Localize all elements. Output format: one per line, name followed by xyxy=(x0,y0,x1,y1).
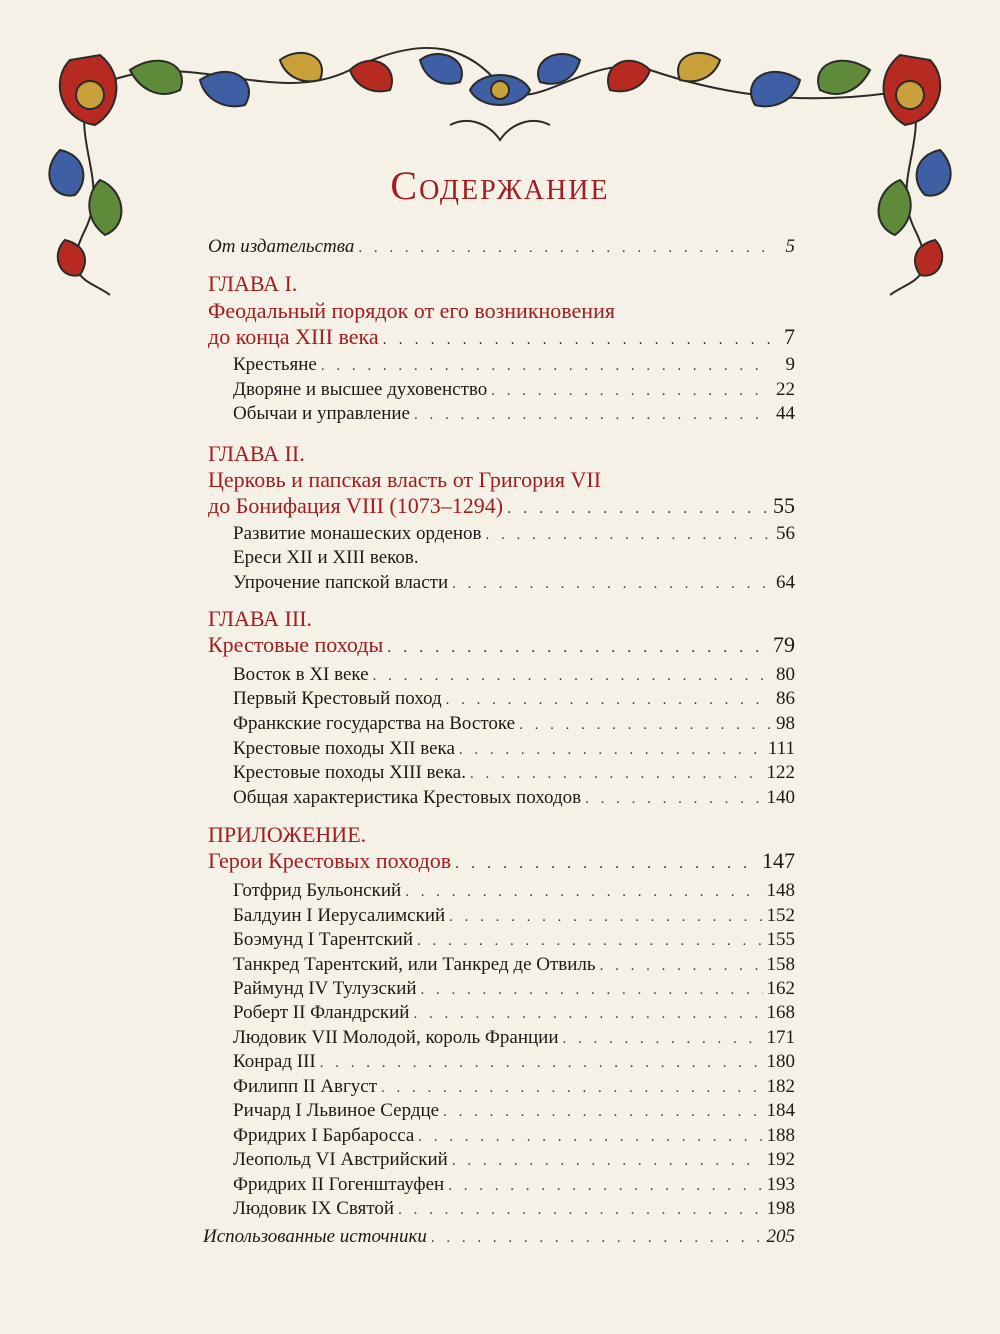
toc-entry-label: Крестьяне xyxy=(233,354,317,375)
toc-entry[interactable] xyxy=(233,664,795,686)
toc-entry[interactable] xyxy=(233,1051,795,1073)
toc-entry-page: 9 xyxy=(785,354,795,375)
toc-entry-page: 148 xyxy=(766,880,795,901)
chapter-title-line: до конца XIII века xyxy=(208,324,379,349)
toc-entry-label: От издательства xyxy=(208,236,355,257)
toc-entry-page: 168 xyxy=(766,1002,795,1023)
leader-dots xyxy=(507,500,769,518)
toc-entry[interactable] xyxy=(233,978,795,1000)
leader-dots xyxy=(418,1129,762,1146)
toc-entry[interactable] xyxy=(233,713,795,735)
leader-dots xyxy=(387,639,769,657)
toc-entry-page: 205 xyxy=(766,1226,795,1247)
toc-entry-page: 64 xyxy=(776,572,795,593)
toc-entry[interactable] xyxy=(233,880,795,902)
leader-dots xyxy=(381,1080,762,1097)
toc-entry-page: 98 xyxy=(776,713,795,734)
chapter-heading: ГЛАВА III. xyxy=(208,606,313,631)
leader-dots xyxy=(373,668,771,685)
leader-dots xyxy=(455,855,758,873)
toc-entry-chapter[interactable] xyxy=(208,324,795,350)
toc-entry[interactable] xyxy=(233,379,795,401)
leader-dots xyxy=(321,358,771,375)
toc-entry-label: Общая характеристика Крестовых походов xyxy=(233,787,582,808)
toc-entry-label: Фридрих I Барбаросса xyxy=(233,1125,415,1146)
toc-entry-label: Фридрих II Гогенштауфен xyxy=(233,1174,445,1195)
toc-entry-page: 198 xyxy=(766,1198,795,1219)
chapter-title-line: Крестовые походы xyxy=(208,632,384,657)
leader-dots xyxy=(405,884,762,901)
toc-entry[interactable] xyxy=(233,787,795,809)
toc-entry-label: Людовик VII Молодой, король Франции xyxy=(233,1027,559,1048)
leader-dots xyxy=(452,1153,763,1170)
toc-entry-page: 158 xyxy=(766,954,795,975)
leader-dots xyxy=(431,1230,763,1247)
toc-entry[interactable] xyxy=(233,1198,795,1220)
leader-dots xyxy=(585,791,762,808)
toc-entry-label: Дворяне и высшее духовенство xyxy=(233,379,488,400)
toc-entry-label: Готфрид Бульонский xyxy=(233,880,402,901)
toc-entry-page: 140 xyxy=(766,787,795,808)
toc-entry[interactable] xyxy=(233,354,795,376)
toc-entry-label: Использованные источники xyxy=(203,1226,427,1247)
toc-entry[interactable] xyxy=(233,1027,795,1049)
chapter-title-line: Феодальный порядок от его возникновения xyxy=(208,298,615,323)
leader-dots xyxy=(446,692,771,709)
toc-entry-page: 79 xyxy=(773,632,795,657)
chapter-heading: ГЛАВА II. xyxy=(208,441,305,466)
toc-entry-label: Упрочение папской власти xyxy=(233,572,449,593)
toc-entry-page: 111 xyxy=(767,738,795,759)
toc-entry-label: Обычаи и управление xyxy=(233,403,410,424)
toc-entry[interactable] xyxy=(233,1174,795,1196)
toc-entry-label: Крестовые походы XII века xyxy=(233,738,455,759)
center-ornament-icon xyxy=(450,75,550,140)
toc-entry-page: 122 xyxy=(766,762,795,783)
toc-entry-label: Ричард I Львиное Сердце xyxy=(233,1100,440,1121)
toc-entry[interactable] xyxy=(233,954,795,976)
toc-entry[interactable] xyxy=(233,1100,795,1122)
toc-entry-label: Людовик IX Святой xyxy=(233,1198,395,1219)
toc-entry-label: Франкские государства на Востоке xyxy=(233,713,516,734)
toc-entry-page: 184 xyxy=(766,1100,795,1121)
leader-dots xyxy=(452,576,771,593)
toc-entry-page: 56 xyxy=(776,523,795,544)
toc-entry-page: 182 xyxy=(766,1076,795,1097)
toc-entry-chapter[interactable] xyxy=(208,848,795,874)
toc-entry-label: Филипп II Август xyxy=(233,1076,378,1097)
leader-dots xyxy=(491,383,771,400)
toc-entry[interactable] xyxy=(233,1125,795,1147)
toc-entry-page: 180 xyxy=(766,1051,795,1072)
leader-dots xyxy=(414,407,771,424)
toc-entry-label: Восток в XI веке xyxy=(233,664,369,685)
toc-entry-chapter[interactable] xyxy=(208,632,795,658)
toc-entry-page: 22 xyxy=(776,379,795,400)
leader-dots xyxy=(443,1104,762,1121)
toc-entry[interactable] xyxy=(233,572,795,594)
toc-entry-label: Танкред Тарентский, или Танкред де Отвиль xyxy=(233,954,596,975)
leader-dots xyxy=(417,933,762,950)
leader-dots xyxy=(320,1055,763,1072)
toc-entry[interactable] xyxy=(233,403,795,425)
page-title: Содержание xyxy=(390,163,610,208)
toc-entry-chapter[interactable] xyxy=(208,493,795,519)
chapter-title-line: Герои Крестовых походов xyxy=(208,848,452,873)
toc-entry-page: 55 xyxy=(773,493,795,518)
toc-entry[interactable] xyxy=(233,762,795,784)
leader-dots xyxy=(449,909,762,926)
toc-entry-page: 7 xyxy=(784,324,795,349)
toc-entry-label: Ереси XII и XIII веков. xyxy=(233,547,419,568)
toc-entry-label: Крестовые походы XIII века. xyxy=(233,762,466,783)
toc-entry[interactable] xyxy=(233,905,795,927)
toc-entry[interactable] xyxy=(233,1002,795,1024)
leader-dots xyxy=(383,331,771,349)
toc-entry[interactable] xyxy=(233,929,795,951)
toc-entry-page: 86 xyxy=(776,688,795,709)
toc-entry-label: Развитие монашеских орденов xyxy=(233,523,482,544)
chapter-title-line: до Бонифация VIII (1073–1294) xyxy=(208,493,504,518)
toc-entry-label: Конрад III xyxy=(233,1051,316,1072)
toc-entry-page: 188 xyxy=(766,1125,795,1146)
leader-dots xyxy=(448,1178,762,1195)
leader-dots xyxy=(413,1006,762,1023)
toc-entry[interactable] xyxy=(233,1149,795,1171)
toc-entry-page: 171 xyxy=(766,1027,795,1048)
toc-entry-label: Раймунд IV Тулузский xyxy=(233,978,417,999)
leader-dots xyxy=(563,1031,763,1048)
leader-dots xyxy=(358,240,771,257)
chapter-heading: ПРИЛОЖЕНИЕ. xyxy=(208,822,367,847)
toc-entry-page: 80 xyxy=(776,664,795,685)
toc-entry-page: 193 xyxy=(766,1174,795,1195)
toc-entry-page: 5 xyxy=(785,236,795,257)
toc-entry-label: Роберт II Фландрский xyxy=(233,1002,410,1023)
toc-entry-page: 155 xyxy=(766,929,795,950)
leader-dots xyxy=(470,766,763,783)
toc-entry-page: 162 xyxy=(766,978,795,999)
leader-dots xyxy=(519,717,771,734)
toc-entry-page: 44 xyxy=(776,403,795,424)
leader-dots xyxy=(398,1202,762,1219)
toc-entry-page: 192 xyxy=(766,1149,795,1170)
toc-entry[interactable] xyxy=(233,688,795,710)
toc-entry-label: Леопольд VI Австрийский xyxy=(233,1149,448,1170)
leader-dots xyxy=(600,958,763,975)
toc-entry-page: 147 xyxy=(762,848,795,873)
toc-entry-front[interactable] xyxy=(208,236,795,258)
toc-entry-page: 152 xyxy=(766,905,795,926)
toc-entry[interactable] xyxy=(233,523,795,545)
chapter-heading: ГЛАВА I. xyxy=(208,271,298,296)
chapter-title-line: Церковь и папская власть от Григория VII xyxy=(208,467,602,492)
toc-entry-label: Боэмунд I Тарентский xyxy=(233,929,414,950)
toc-entry-back[interactable] xyxy=(203,1226,795,1248)
toc-entry[interactable] xyxy=(233,1076,795,1098)
leader-dots xyxy=(459,742,764,759)
toc-entry-label: Балдуин I Иерусалимский xyxy=(233,905,446,926)
toc-entry-label: Первый Крестовый поход xyxy=(233,688,442,709)
toc-entry[interactable] xyxy=(233,738,795,760)
leader-dots xyxy=(486,527,771,544)
leader-dots xyxy=(421,982,763,999)
